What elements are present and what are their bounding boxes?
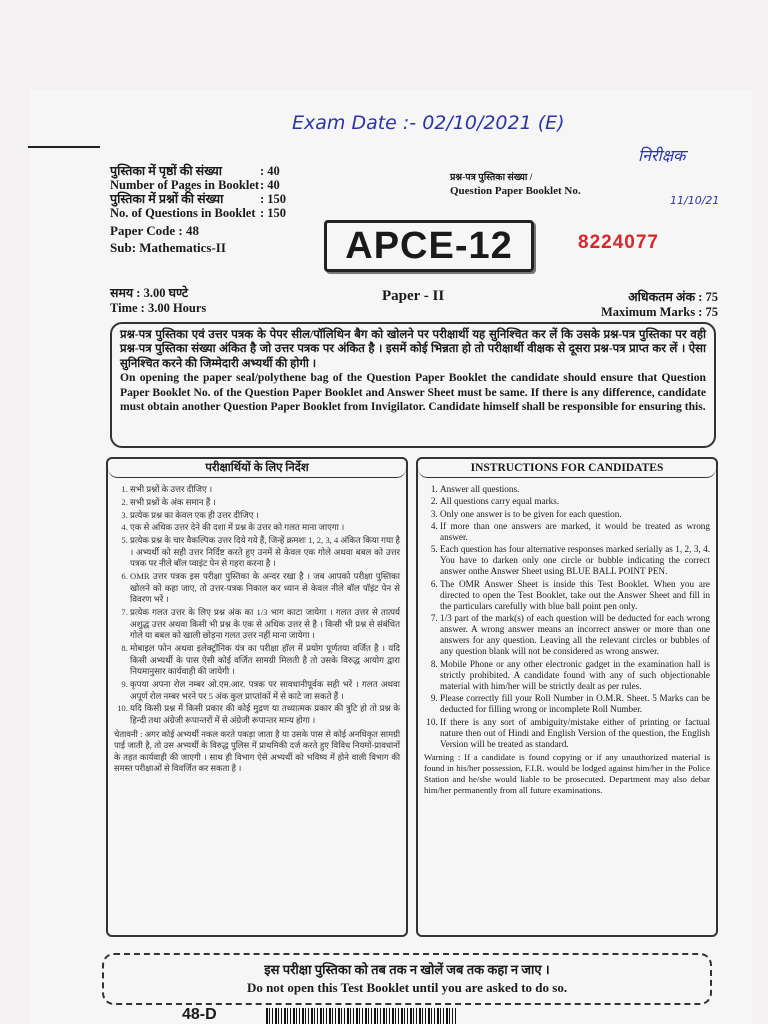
questions-value: : 150 [260,192,287,206]
do-not-open-hi: इस परीक्षा पुस्तिका को तब तक न खोलें जब तक कहा न जाए । [264,962,550,977]
list-item: 5. Each question has four alternative responses marked serially as 1, 2, 3, 4. You have to darken only one circle or bubble indicating the correct answer onthe Answer Sheet using BLUE BALL POINT PEN. [440,544,710,577]
booklet-number-label-en: Question Paper Booklet No. [450,185,581,197]
list-item: 8. मोबाइल फोन अथवा इलेक्ट्रॉनिक यंत्र का परीक्षा हॉल में प्रयोग पूर्णतया वर्जित है । यदि किसी अभ्यर्थी के पास ऐसी कोई वर्जित सामग्री मिलती है तो उसके विरुद्ध आयोग द्वारा नियमानुसार कार्यवाही की जायेगी । [130,643,400,678]
booklet-meta [110,164,286,255]
pages-value: : 40 [260,164,280,178]
do-not-open-en: Do not open this Test Booklet until you are asked to do so. [246,980,568,995]
instructions-hindi-title: परीक्षार्थियों के लिए निर्देश [108,459,406,478]
list-item: 6. OMR उत्तर पत्रक इस परीक्षा पुस्तिका के अन्दर रखा है । जब आपको परीक्षा पुस्तिका खोलने को कहा जाए, तो उत्तर-पत्रक निकाल कर ध्यान से केवल नीले बॉल पॉइंट पेन से विवरण भरें । [130,571,400,606]
questions-value-en: : 150 [260,206,287,220]
instructions-english-list [424,484,710,750]
series-footer-code: 48-D [182,1006,217,1023]
paper-number: Paper - II [382,288,445,304]
time-block [110,286,206,316]
list-item: 7. 1/3 part of the mark(s) of each question will be deducted for each wrong answer. A wrong answer means an incorrect answer or more than one answers for any question. Leaving all the relevant circles or bubbles of any question blank will not be considered as wrong answer. [440,613,710,657]
seal-notice [110,322,716,448]
time-hi: समय : 3.00 घण्टे [110,286,189,300]
list-item: 2. सभी प्रश्नों के अंक समान हैं । [130,497,400,509]
list-item: 10. If there is any sort of ambiguity/mistake either of printing or factual nature then out of Hindi and English Version of the question, the English Version will be treated as standard. [440,717,710,750]
barcode [266,1008,456,1024]
time-en: Time : 3.00 Hours [110,301,207,315]
questions-label-hi: पुस्तिका में प्रश्नों की संख्या [110,192,224,206]
margin-rule [28,146,100,148]
list-item: 4. If more than one answers are marked, it would be treated as wrong answer. [440,521,710,543]
warning-english: Warning : If a candidate is found copying or if any unauthorized material is found in his/her possession, F.I.R. would be lodged against him/her in the Police Station and he/she would liable to be prosecuted. Department may also debar him/her permanently from all future examinations. [424,751,710,796]
instructions-english-title: INSTRUCTIONS FOR CANDIDATES [418,459,716,478]
instructions-english [416,457,718,937]
instructions-hindi-list [114,484,400,727]
question-booklet-cover [30,90,752,1024]
marks-block [601,290,718,320]
handwritten-initials-date: 11/10/21 [670,194,720,207]
list-item: 3. प्रत्येक प्रश्न का केवल एक ही उत्तर दीजिए । [130,510,400,522]
seal-notice-en: On opening the paper seal/polythene bag of the Question Paper Booklet the candidate should ensure that Question Paper Booklet No. of the Question Paper Booklet and Answer Sheet must be same. If there is any difference, candidate must obtain another Question Paper Booklet from Invigilator. Candidate himself shall be responsible for ensuring this. [120,371,706,414]
list-item: 10. यदि किसी प्रश्न में किसी प्रकार की कोई मुद्रण या तथ्यात्मक प्रकार की त्रुटि हो तो प्रश्न के हिन्दी तथा अंग्रेजी रूपान्तरों में से अंग्रेजी रूपान्तर मान्य होगा । [130,703,400,726]
seal-notice-hi: प्रश्न-पत्र पुस्तिका एवं उत्तर पत्रक के पेपर सील/पॉलिथिन बैग को खोलने पर परीक्षार्थी यह सुनिश्चित कर लें कि उसके प्रश्न-पत्र पुस्तिका पर वही प्रश्न-पत्र पुस्तिका संख्या अंकित है जो उत्तर पत्रक पर अंकित है । इसमें कोई भिन्नता हो तो परीक्षार्थी वीक्षक से दूसरा प्रश्न-पत्र प्राप्त कर लें । ऐसा सुनिश्चित करने की जिम्मेदारी अभ्यर्थी की होगी । [120,328,706,370]
warning-hindi: चेतावनी : अगर कोई अभ्यर्थी नकल करते पकड़ा जाता है या उसके पास से कोई अनधिकृत सामग्री पाई जाती है, तो उस अभ्यर्थी के विरुद्ध पुलिस में प्राथमिकी दर्ज करते हुए विविध नियमों-प्रावधानों के तहत कार्यवाही की जाएगी । साथ ही विभाग ऐसे अभ्यर्थी को भविष्य में होने वाली विभाग की समस्त परीक्षाओं से विवर्जित कर सकता है । [114,729,400,774]
list-item: 3. Only one answer is to be given for each question. [440,509,710,520]
questions-label-en: No. of Questions in Booklet [110,206,256,220]
max-marks-hi: अधिकतम अंक : 75 [628,290,718,304]
pages-value-en: : 40 [260,178,280,192]
list-item: 9. कृपया अपना रोल नम्बर ओ.एम.आर. पत्रक पर सावधानीपूर्वक सही भरें । गलत अथवा अपूर्ण रोल नम्बर भरने पर 5 अंक कुल प्राप्तांकों में से काटे जा सकते हैं । [130,679,400,702]
list-item: 7. प्रत्येक गलत उत्तर के लिए प्रश्न अंक का 1/3 भाग काटा जायेगा । गलत उत्तर से तात्पर्य अशुद्ध उत्तर अथवा किसी भी प्रश्न के एक से अधिक उत्तर से है । किसी भी प्रश्न से संबंधित गोले या बबल को खाली छोड़ना गलत उत्तर नहीं माना जायेगा । [130,607,400,642]
list-item: 5. प्रत्येक प्रश्न के चार वैकल्पिक उत्तर दिये गये हैं, जिन्हें क्रमशः 1, 2, 3, 4 अंकित किया गया है । अभ्यर्थी को सही उत्तर निर्दिष्ट करते हुए उनमें से केवल एक गोले अथवा बबल को उत्तर पत्रक पर नीले बॉल प्वाइंट पेन से गहरा करना है । [130,535,400,570]
subject: Sub: Mathematics-II [110,240,226,255]
pages-label-en: Number of Pages in Booklet [110,178,260,192]
list-item: 9. Please correctly fill your Roll Number in O.M.R. Sheet. 5 Marks can be deducted for filling wrong or incomplete Roll Number. [440,693,710,715]
list-item: 6. The OMR Answer Sheet is inside this Test Booklet. When you are directed to open the Test Booklet, take out the Answer Sheet and fill in the particulars carefully with blue ball point pen only. [440,579,710,612]
booklet-number: 8224077 [578,232,659,253]
list-item: 8. Mobile Phone or any other electronic gadget in the examination hall is strictly prohibited. A candidate found with any of such objectionable material with him/her will be strictly dealt as per rules. [440,659,710,692]
paper-series-code: APCE-12 [324,220,534,272]
paper-code: Paper Code : 48 [110,223,199,238]
instructions-hindi [106,457,408,937]
list-item: 1. Answer all questions. [440,484,710,495]
pages-label-hi: पुस्तिका में पृष्ठों की संख्या [110,164,222,178]
do-not-open-notice [102,953,712,1005]
handwritten-initials: निरीक्षक [638,146,686,165]
list-item: 2. All questions carry equal marks. [440,496,710,507]
list-item: 4. एक से अधिक उत्तर देने की दशा में प्रश्न के उत्तर को गलत माना जाएगा । [130,522,400,534]
max-marks-en: Maximum Marks : 75 [601,305,718,319]
booklet-number-label-hi: प्रश्न-पत्र पुस्तिका संख्या / [450,173,533,183]
list-item: 1. सभी प्रश्नों के उत्तर दीजिए । [130,484,400,496]
handwritten-exam-date: Exam Date :- 02/10/2021 (E) [292,112,565,134]
